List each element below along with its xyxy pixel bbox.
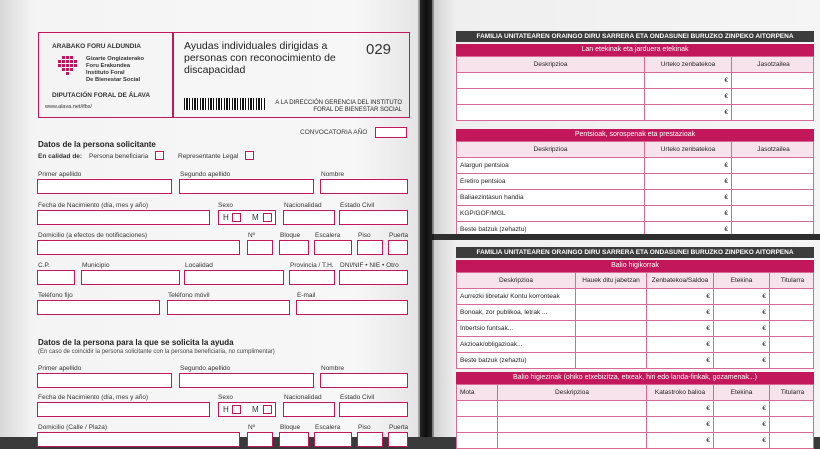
t4-r1-type-cell[interactable] bbox=[457, 417, 497, 432]
t3-r2-holder-cell[interactable] bbox=[769, 321, 815, 336]
s2-fecha-nac-label: Fecha de Nacimiento (día, mes y año) bbox=[38, 394, 149, 401]
t4-r1-cadastral-cell[interactable]: € bbox=[646, 417, 713, 432]
segundo-apellido-label: Segundo apellido bbox=[180, 171, 231, 178]
email-field[interactable] bbox=[296, 300, 408, 315]
bloque-label: Bloque bbox=[280, 232, 301, 239]
escalera-field[interactable] bbox=[314, 240, 352, 255]
barcode bbox=[184, 98, 266, 110]
sexo-m-checkbox[interactable] bbox=[263, 213, 272, 222]
s2-fecha-nac-field[interactable] bbox=[37, 402, 210, 417]
t2-title: Pentsioak, sorospenak eta prestazioak bbox=[456, 129, 814, 141]
s2-domicilio-label: Domicilio (Calle / Plaza) bbox=[38, 424, 107, 431]
t3-r3-balance-cell[interactable]: € bbox=[646, 337, 713, 352]
t2-col-amount: Urteko zenbatekoa bbox=[644, 142, 731, 157]
t4-r0-holder-cell[interactable] bbox=[769, 401, 815, 416]
t4-r2-type-cell[interactable] bbox=[457, 433, 497, 448]
table-row bbox=[457, 337, 813, 353]
tel-fijo-label: Teléfono fijo bbox=[38, 292, 73, 299]
puerta-field[interactable] bbox=[388, 240, 408, 255]
tel-fijo-field[interactable] bbox=[37, 300, 160, 315]
t3-col-owns: Hauek ditu jabetzan bbox=[575, 273, 646, 288]
form-page-left bbox=[0, 0, 420, 437]
t3-r4-owns-cell[interactable] bbox=[575, 353, 646, 368]
t2-r0-amount-cell[interactable]: € bbox=[644, 158, 731, 173]
t3-r4-balance-cell[interactable]: € bbox=[646, 353, 713, 368]
t4-r0-yield-cell[interactable]: € bbox=[713, 401, 769, 416]
addressee: A LA DIRECCIÓN GERENCIA DEL INSTITUTO FORAL DE BIENESTAR SOCIAL bbox=[275, 100, 402, 113]
t4-r0-cadastral-cell[interactable]: € bbox=[646, 401, 713, 416]
t1-header-row bbox=[457, 57, 813, 73]
piso-label: Piso bbox=[358, 232, 371, 239]
t3-col-desc: Deskripzioa bbox=[499, 277, 533, 284]
representante-label: Representante Legal bbox=[178, 153, 239, 160]
t2-r3-desc: KGP/GOF/MGL bbox=[460, 210, 506, 217]
t2-r1-amount-cell[interactable]: € bbox=[644, 174, 731, 189]
t4-r1-yield-cell[interactable]: € bbox=[713, 417, 769, 432]
t3-r4-yield-cell[interactable]: € bbox=[713, 353, 769, 368]
logo-line3: Foru Erakundea bbox=[86, 63, 131, 69]
t4-col-desc: Deskripzioa bbox=[497, 385, 646, 400]
tel-movil-field[interactable] bbox=[167, 300, 290, 315]
t3-r4-desc: Beste batzuk (zehaztu) bbox=[460, 357, 527, 364]
t3-r0-balance-cell[interactable]: € bbox=[646, 289, 713, 304]
email-label: E-mail bbox=[297, 292, 316, 299]
s2-estado-civil-label: Estado Civil bbox=[340, 394, 375, 401]
table-row bbox=[457, 417, 813, 433]
t1-col-amount: Urteko zenbatekoa bbox=[644, 57, 731, 72]
t1-r1-desc-cell[interactable] bbox=[457, 89, 644, 104]
logo-line2: Gizarte Ongizaterako bbox=[86, 56, 144, 62]
logo-line4: Instituto Foral bbox=[86, 70, 125, 76]
t3-header-row bbox=[457, 273, 813, 289]
t3-r1-yield-cell[interactable]: € bbox=[713, 305, 769, 320]
s2-segundo-apellido-label: Segundo apellido bbox=[180, 365, 231, 372]
table-row bbox=[457, 190, 813, 206]
estado-civil-label: Estado Civil bbox=[340, 202, 375, 209]
s2-nacionalidad-field[interactable] bbox=[283, 402, 335, 417]
s2-bloque-field[interactable] bbox=[279, 432, 309, 447]
municipio-label: Municipio bbox=[82, 262, 110, 269]
t2-r1-recipient-cell[interactable] bbox=[731, 174, 815, 189]
t2-r1-desc: Eretiro pentsioa bbox=[460, 178, 506, 185]
t3-col-balance: Zenbatekoa/Saldoa bbox=[646, 273, 713, 288]
t4-r1-holder-cell[interactable] bbox=[769, 417, 815, 432]
s2-sexo-h-checkbox[interactable] bbox=[232, 405, 241, 414]
t4-col-type: Mota bbox=[460, 389, 475, 396]
table-row bbox=[457, 305, 813, 321]
convocatoria-label: CONVOCATORIA AÑO bbox=[300, 129, 368, 136]
domicilio-label: Domicilio (a efectos de notificaciones) bbox=[38, 232, 148, 239]
t3-col-holder: Titularra bbox=[769, 273, 815, 288]
provincia-label: Provincia / T.H. bbox=[290, 262, 334, 269]
bottom-declaration bbox=[456, 247, 814, 449]
t3-r3-owns-cell[interactable] bbox=[575, 337, 646, 352]
t3-r2-owns-cell[interactable] bbox=[575, 321, 646, 336]
s2-sexo-h-label: H bbox=[223, 405, 229, 414]
localidad-field[interactable] bbox=[184, 270, 284, 285]
s2-puerta-label: Puerta bbox=[389, 424, 409, 431]
table-row bbox=[457, 289, 813, 305]
t3-r1-holder-cell[interactable] bbox=[769, 305, 815, 320]
table-row bbox=[457, 206, 813, 222]
t4-col-holder: Titularra bbox=[769, 385, 815, 400]
s2-sexo-m-label: M bbox=[252, 405, 259, 414]
s2-estado-civil-field[interactable] bbox=[339, 402, 408, 417]
t4-col-cadastral: Katastroko balioa bbox=[646, 385, 713, 400]
s2-escalera-field[interactable] bbox=[314, 432, 352, 447]
table-row bbox=[457, 433, 813, 449]
t4-header-row bbox=[457, 385, 813, 401]
t3-title: Balio higikorrak bbox=[456, 260, 814, 272]
s2-escalera-label: Escalera bbox=[315, 424, 341, 431]
t4-r2-yield-cell[interactable]: € bbox=[713, 433, 769, 448]
puerta-label: Puerta bbox=[389, 232, 409, 239]
t3-r0-desc: Aurrezki libretak/ Kontu korronteak bbox=[460, 293, 560, 300]
t2-r2-recipient-cell[interactable] bbox=[731, 190, 815, 205]
s2-nombre-label: Nombre bbox=[321, 365, 345, 372]
t4-r2-cadastral-cell[interactable]: € bbox=[646, 433, 713, 448]
table-row bbox=[457, 158, 813, 174]
convocatoria-year-field[interactable] bbox=[375, 127, 407, 138]
nacionalidad-label: Nacionalidad bbox=[284, 202, 322, 209]
top-header: FAMILIA UNITATEAREN ORAINGO DIRU SARRERA ETA ONDASUNEI BURUZKO ZINPEKO AITORPENA bbox=[456, 31, 814, 42]
t3-table bbox=[456, 272, 814, 369]
t4-r0-desc-cell[interactable] bbox=[497, 401, 646, 416]
top-declaration bbox=[456, 31, 814, 238]
t2-r3-amount-cell[interactable]: € bbox=[644, 206, 731, 221]
t3-r1-balance-cell[interactable]: € bbox=[646, 305, 713, 320]
t3-r2-desc: Inbertsio funtsak... bbox=[460, 325, 514, 332]
t2-r0-desc: Alargun pentsioa bbox=[460, 162, 509, 169]
t2-r0-recipient-cell[interactable] bbox=[731, 158, 815, 173]
primer-apellido-field[interactable] bbox=[37, 179, 172, 194]
t1-r2-amount-cell[interactable]: € bbox=[644, 105, 731, 120]
escalera-label: Escalera bbox=[315, 232, 341, 239]
beneficiaria-checkbox[interactable] bbox=[155, 151, 164, 160]
sexo-h-label: H bbox=[223, 213, 229, 222]
s2-num-field[interactable] bbox=[247, 432, 273, 447]
t4-title: Balio higiezinak (ohiko etxebizitza, etxeak, hiri edo landa-finkak, gozamenak...) bbox=[456, 372, 814, 384]
tel-movil-label: Teléfono móvil bbox=[168, 292, 210, 299]
bloque-field[interactable] bbox=[279, 240, 309, 255]
s2-piso-label: Piso bbox=[358, 424, 371, 431]
table-row bbox=[457, 353, 813, 369]
nacionalidad-field[interactable] bbox=[283, 210, 335, 225]
t3-r3-yield-cell[interactable]: € bbox=[713, 337, 769, 352]
logo-icon bbox=[58, 56, 80, 78]
t2-r2-amount-cell[interactable]: € bbox=[644, 190, 731, 205]
t2-table bbox=[456, 141, 814, 238]
domicilio-field[interactable] bbox=[37, 240, 240, 255]
localidad-label: Localidad bbox=[185, 262, 213, 269]
estado-civil-field[interactable] bbox=[339, 210, 408, 225]
t1-col-desc: Deskripzioa bbox=[533, 61, 568, 68]
table-row bbox=[457, 89, 813, 105]
t3-r3-holder-cell[interactable] bbox=[769, 337, 815, 352]
t3-r1-desc: Bonoak, zor publikoa, letrak ... bbox=[460, 309, 548, 316]
s2-puerta-field[interactable] bbox=[388, 432, 408, 447]
table-row bbox=[457, 105, 813, 121]
beneficiaria-label: Persona beneficiaria bbox=[89, 153, 149, 160]
logo-url: www.alava.net/ifbs/ bbox=[45, 104, 93, 110]
sexo-m-label: M bbox=[252, 213, 259, 222]
nombre-field[interactable] bbox=[320, 179, 408, 194]
sexo-label: Sexo bbox=[218, 202, 233, 209]
t1-r1-amount-cell[interactable]: € bbox=[644, 89, 731, 104]
t2-r2-desc: Baliaezintasun handia bbox=[460, 194, 524, 201]
section2-title: Datos de la persona para la que se solicita la ayuda bbox=[38, 338, 234, 347]
page-gap bbox=[432, 234, 820, 240]
s2-primer-apellido-field[interactable] bbox=[37, 373, 172, 388]
t3-r2-balance-cell[interactable]: € bbox=[646, 321, 713, 336]
s2-num-label: Nº bbox=[248, 424, 256, 431]
t1-r0-recipient-cell[interactable] bbox=[731, 73, 815, 88]
s2-nombre-field[interactable] bbox=[320, 373, 408, 388]
piso-field[interactable] bbox=[357, 240, 383, 255]
sexo-h-checkbox[interactable] bbox=[232, 213, 241, 222]
t1-r1-recipient-cell[interactable] bbox=[731, 89, 815, 104]
logo-line6: DIPUTACIÓN FORAL DE ÁLAVA bbox=[52, 92, 151, 99]
provincia-field[interactable] bbox=[289, 270, 335, 285]
municipio-field[interactable] bbox=[81, 270, 180, 285]
s2-domicilio-field[interactable] bbox=[37, 432, 240, 447]
num-field[interactable] bbox=[247, 240, 273, 255]
t1-table bbox=[456, 56, 814, 121]
form-title: Ayudas individuales dirigidas a personas con reconocimiento de discapacidad bbox=[184, 40, 336, 76]
s2-bloque-label: Bloque bbox=[280, 424, 301, 431]
t2-r3-recipient-cell[interactable] bbox=[731, 206, 815, 221]
logo-line1: ARABAKO FORU ALDUNDIA bbox=[52, 43, 141, 50]
t3-r3-desc: Akzioak/obligazioak... bbox=[460, 341, 523, 348]
table-row bbox=[457, 73, 813, 89]
logo-line5: De Bienestar Social bbox=[86, 77, 141, 83]
t4-table bbox=[456, 384, 814, 449]
cp-field[interactable] bbox=[37, 270, 75, 285]
form-page-right bbox=[432, 0, 820, 444]
header-divider bbox=[172, 32, 174, 118]
nombre-label: Nombre bbox=[321, 171, 345, 178]
bottom-header: FAMILIA UNITATEAREN ORAINGO DIRU SARRERA ETA ONDASUNEI BURUZKO ZINPEKO AITORPENA bbox=[456, 247, 814, 258]
s2-piso-field[interactable] bbox=[357, 432, 383, 447]
t4-r0-type-cell[interactable] bbox=[457, 401, 497, 416]
section1-title: Datos de la persona solicitante bbox=[38, 140, 156, 149]
dni-label: DNI/NIF • NIE • Otro bbox=[340, 262, 399, 269]
t2-col-desc: Deskripzioa bbox=[533, 146, 568, 153]
t3-r2-yield-cell[interactable]: € bbox=[713, 321, 769, 336]
s2-sexo-label: Sexo bbox=[218, 394, 233, 401]
t1-r0-desc-cell[interactable] bbox=[457, 73, 644, 88]
t2-header-row bbox=[457, 142, 813, 158]
t1-r0-amount-cell[interactable]: € bbox=[644, 73, 731, 88]
t3-col-yield: Etekina bbox=[713, 273, 769, 288]
t3-r0-owns-cell[interactable] bbox=[575, 289, 646, 304]
primer-apellido-label: Primer apellido bbox=[38, 171, 82, 178]
page-fold-shadow bbox=[418, 0, 434, 437]
en-calidad-label: En calidad de: bbox=[38, 153, 83, 160]
t3-r0-yield-cell[interactable]: € bbox=[713, 289, 769, 304]
t4-r2-holder-cell[interactable] bbox=[769, 433, 815, 448]
t1-r2-desc-cell[interactable] bbox=[457, 105, 644, 120]
dni-field[interactable] bbox=[339, 270, 408, 285]
t2-col-recipient: Jasotzailea bbox=[731, 142, 815, 157]
t3-r4-holder-cell[interactable] bbox=[769, 353, 815, 368]
representante-checkbox[interactable] bbox=[245, 151, 254, 160]
cp-label: C.P. bbox=[38, 262, 50, 269]
fecha-nac-field[interactable] bbox=[37, 210, 210, 225]
t3-r1-owns-cell[interactable] bbox=[575, 305, 646, 320]
s2-nacionalidad-label: Nacionalidad bbox=[284, 394, 322, 401]
t2-r4-desc: Beste batzuk (zehaztu) bbox=[460, 226, 527, 233]
t4-col-yield: Etekina bbox=[713, 385, 769, 400]
t2-r4-amount-cell[interactable]: € bbox=[644, 222, 731, 237]
table-row bbox=[457, 174, 813, 190]
fecha-nac-label: Fecha de Nacimiento (día, mes y año) bbox=[38, 202, 149, 209]
t1-title: Lan etekinak eta jarduera etekinak bbox=[456, 44, 814, 56]
t4-r2-desc-cell[interactable] bbox=[497, 433, 646, 448]
t1-col-recipient: Jasotzailea bbox=[731, 57, 815, 72]
section2-note: (En caso de coincidir la persona solicitante con la persona beneficiaria, no cumplimentar) bbox=[38, 349, 275, 355]
s2-primer-apellido-label: Primer apellido bbox=[38, 365, 82, 372]
segundo-apellido-field[interactable] bbox=[179, 179, 314, 194]
t1-r2-recipient-cell[interactable] bbox=[731, 105, 815, 120]
table-row bbox=[457, 321, 813, 337]
form-number: 029 bbox=[366, 41, 392, 58]
t4-r1-desc-cell[interactable] bbox=[497, 417, 646, 432]
s2-sexo-m-checkbox[interactable] bbox=[263, 405, 272, 414]
t3-r0-holder-cell[interactable] bbox=[769, 289, 815, 304]
num-label: Nº bbox=[248, 232, 256, 239]
table-row bbox=[457, 401, 813, 417]
s2-segundo-apellido-field[interactable] bbox=[179, 373, 314, 388]
